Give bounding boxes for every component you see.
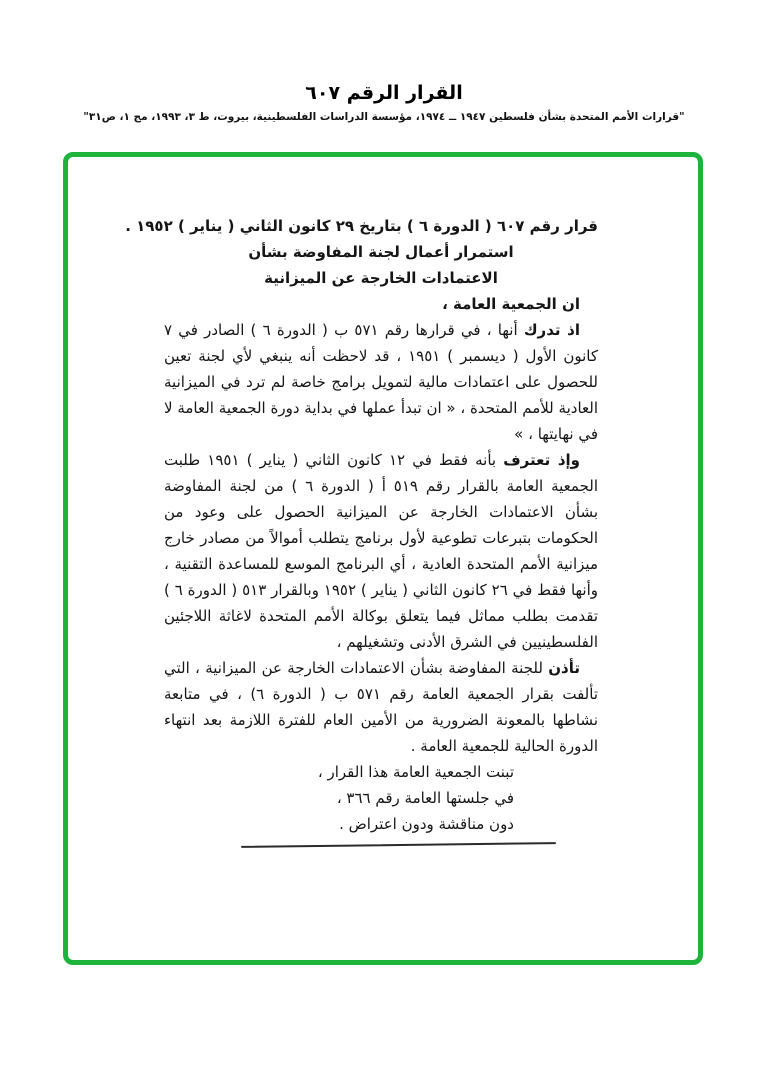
adoption-line-1: تبنت الجمعية العامة هذا القرار ، [317, 763, 514, 781]
resolution-heading [125, 213, 598, 291]
resolution-heading-line-3: الاعتمادات الخارجة عن الميزانية [264, 269, 498, 287]
scanned-document [68, 157, 698, 846]
resolution-heading-line-2: استمرار أعمال لجنة المفاوضة بشأن [248, 243, 514, 261]
paragraph-3-body: للجنة المفاوضة بشأن الاعتمادات الخارجة عن الميزانية ، التي تألفت بقرار الجمعية العامة رقم ٥٧١ ب ( الدورة ٦) ، في متابعة نشاطها بالمعونة الضرورية من الأمين العام للفترة اللازمة بعد انتهاء الدورة الحالية للجمعية العامة . [164, 659, 598, 755]
page-title: القرار الرقم ٦٠٧ [305, 82, 463, 104]
separator-rule [241, 842, 556, 848]
paragraph-2-body: بأنه فقط في ١٢ كانون الثاني ( يناير ) ١٩٥١ طلبت الجمعية العامة بالقرار رقم ٥١٩ أ ( الدورة ٦ ) من لجنة المفاوضة بشأن الاعتمادات الخارجة عن الميزانية الحصول على وعود من الحكومات بتبرعات تطوعية لأول برنامج يتطلب أموالاً من مصادر خارج ميزانية الأمم المتحدة العادية ، أي البرنامج الموسع للمساعدة التقنية ، وأنها فقط في ٢٦ كانون الثاني ( يناير ) ١٩٥٢ وبالقرار ٥١٣ ( الدورة ٦ ) تقدمت بطلب مماثل فيما يتعلق بوكالة الأمم المتحدة لاغاثة اللاجئين الفلسطينيين في الشرق الأدنى وتشغيلهم ، [164, 451, 599, 651]
paragraph-3-lead: تأذن [548, 659, 580, 677]
adoption-line-3: دون مناقشة ودون اعتراض . [339, 815, 514, 833]
source-citation: "قرارات الأمم المتحدة بشأن فلسطين ١٩٤٧ ــ ١٩٧٤، مؤسسة الدراسات الفلسطينية، بيروت، ط ٣، ١٩٩٣، مج ١، ص٣١" [83, 111, 685, 123]
paragraph-1-body: أنها ، في قرارها رقم ٥٧١ ب ( الدورة ٦ ) الصادر في ٧ كانون الأول ( ديسمبر ) ١٩٥١ ، قد لاحظت أنه ينبغي لأي لجنة تعين للحصول على اعتمادات مالية لتمويل برامج خاصة لم ترد في الميزانية العادية للأمم المتحدة ، « ان تبدأ عملها في بداية دورة الجمعية العامة لا في نهايتها ، » [164, 321, 598, 443]
resolution-paragraph-2 [164, 447, 598, 655]
opening-phrase: ان الجمعية العامة ، [442, 295, 580, 313]
resolution-heading-line-1: قرار رقم ٦٠٧ ( الدورة ٦ ) بتاريخ ٢٩ كانون الثاني ( يناير ) ١٩٥٢ . [125, 217, 598, 235]
paragraph-2-lead: وإذ تعترف [503, 451, 580, 469]
adoption-note [164, 759, 598, 837]
resolution-paragraph-3 [164, 655, 598, 759]
resolution-paragraph-1 [164, 317, 598, 447]
adoption-line-2: في جلستها العامة رقم ٣٦٦ ، [336, 789, 514, 807]
page-header [0, 82, 768, 123]
highlight-frame [63, 152, 703, 965]
paragraph-1-lead: اذ تدرك [523, 321, 580, 339]
